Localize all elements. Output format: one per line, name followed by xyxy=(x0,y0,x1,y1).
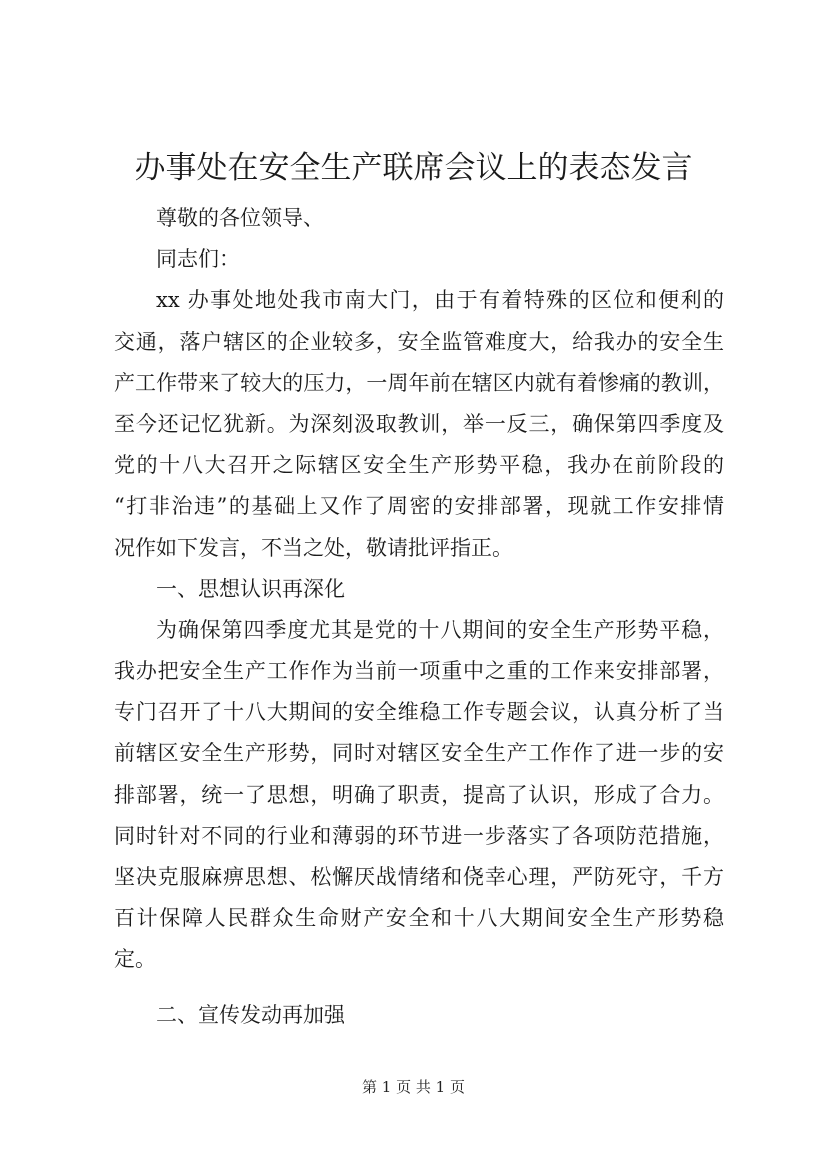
paragraph-line: 党的十八大召开之际辖区安全生产形势平稳，我办在前阶段的 xyxy=(114,453,724,478)
salutation-line-2: 同志们： xyxy=(156,247,240,272)
section-heading-1: 一、思想认识再深化 xyxy=(156,576,345,601)
paragraph-line: xx 办事处地处我市南大门，由于有着特殊的区位和便利的 xyxy=(156,288,724,313)
paragraph-line: 况作如下发言，不当之处，敬请批评指正。 xyxy=(114,535,513,560)
paragraph-line: 同时针对不同的行业和薄弱的环节进一步落实了各项防范措施， xyxy=(114,823,724,848)
paragraph-1 xyxy=(114,280,724,568)
paragraph-line: 为确保第四季度尤其是党的十八期间的安全生产形势平稳， xyxy=(156,617,724,642)
paragraph-line: 百计保障人民群众生命财产安全和十八大期间安全生产形势稳 xyxy=(114,906,724,931)
paragraph-line: 坚决克服麻痹思想、松懈厌战情绪和侥幸心理，严防死守，千方 xyxy=(114,865,724,889)
paragraph-line: 定。 xyxy=(114,947,156,972)
paragraph-line: 交通，落户辖区的企业较多，安全监管难度大，给我办的安全生 xyxy=(114,329,724,354)
paragraph-line: 我办把安全生产工作作为当前一项重中之重的工作来安排部署， xyxy=(114,659,724,684)
spacer xyxy=(114,981,724,995)
document-title: 办事处在安全生产联席会议上的表态发言 xyxy=(134,150,693,186)
paragraph-line: 前辖区安全生产形势，同时对辖区安全生产工作作了进一步的安 xyxy=(114,741,724,766)
paragraph-line: “打非治违”的基础上又作了周密的安排部署，现就工作安排情 xyxy=(114,494,724,519)
paragraph-line: 排部署，统一了思想，明确了职责，提高了认识，形成了合力。 xyxy=(114,782,724,807)
document-body xyxy=(114,198,724,1036)
page-footer: 第 1 页 共 1 页 xyxy=(362,1078,465,1096)
paragraph-line: 专门召开了十八大期间的安全维稳工作专题会议，认真分析了当 xyxy=(114,700,724,725)
paragraph-2 xyxy=(114,610,724,981)
salutation-line-1: 尊敬的各位领导、 xyxy=(156,206,324,230)
paragraph-line: 产工作带来了较大的压力，一周年前在辖区内就有着惨痛的教训， xyxy=(114,370,724,395)
paragraph-line: 至今还记忆犹新。为深刻汲取教训，举一反三，确保第四季度及 xyxy=(114,411,724,436)
section-heading-2: 二、宣传发动再加强 xyxy=(156,1002,345,1027)
